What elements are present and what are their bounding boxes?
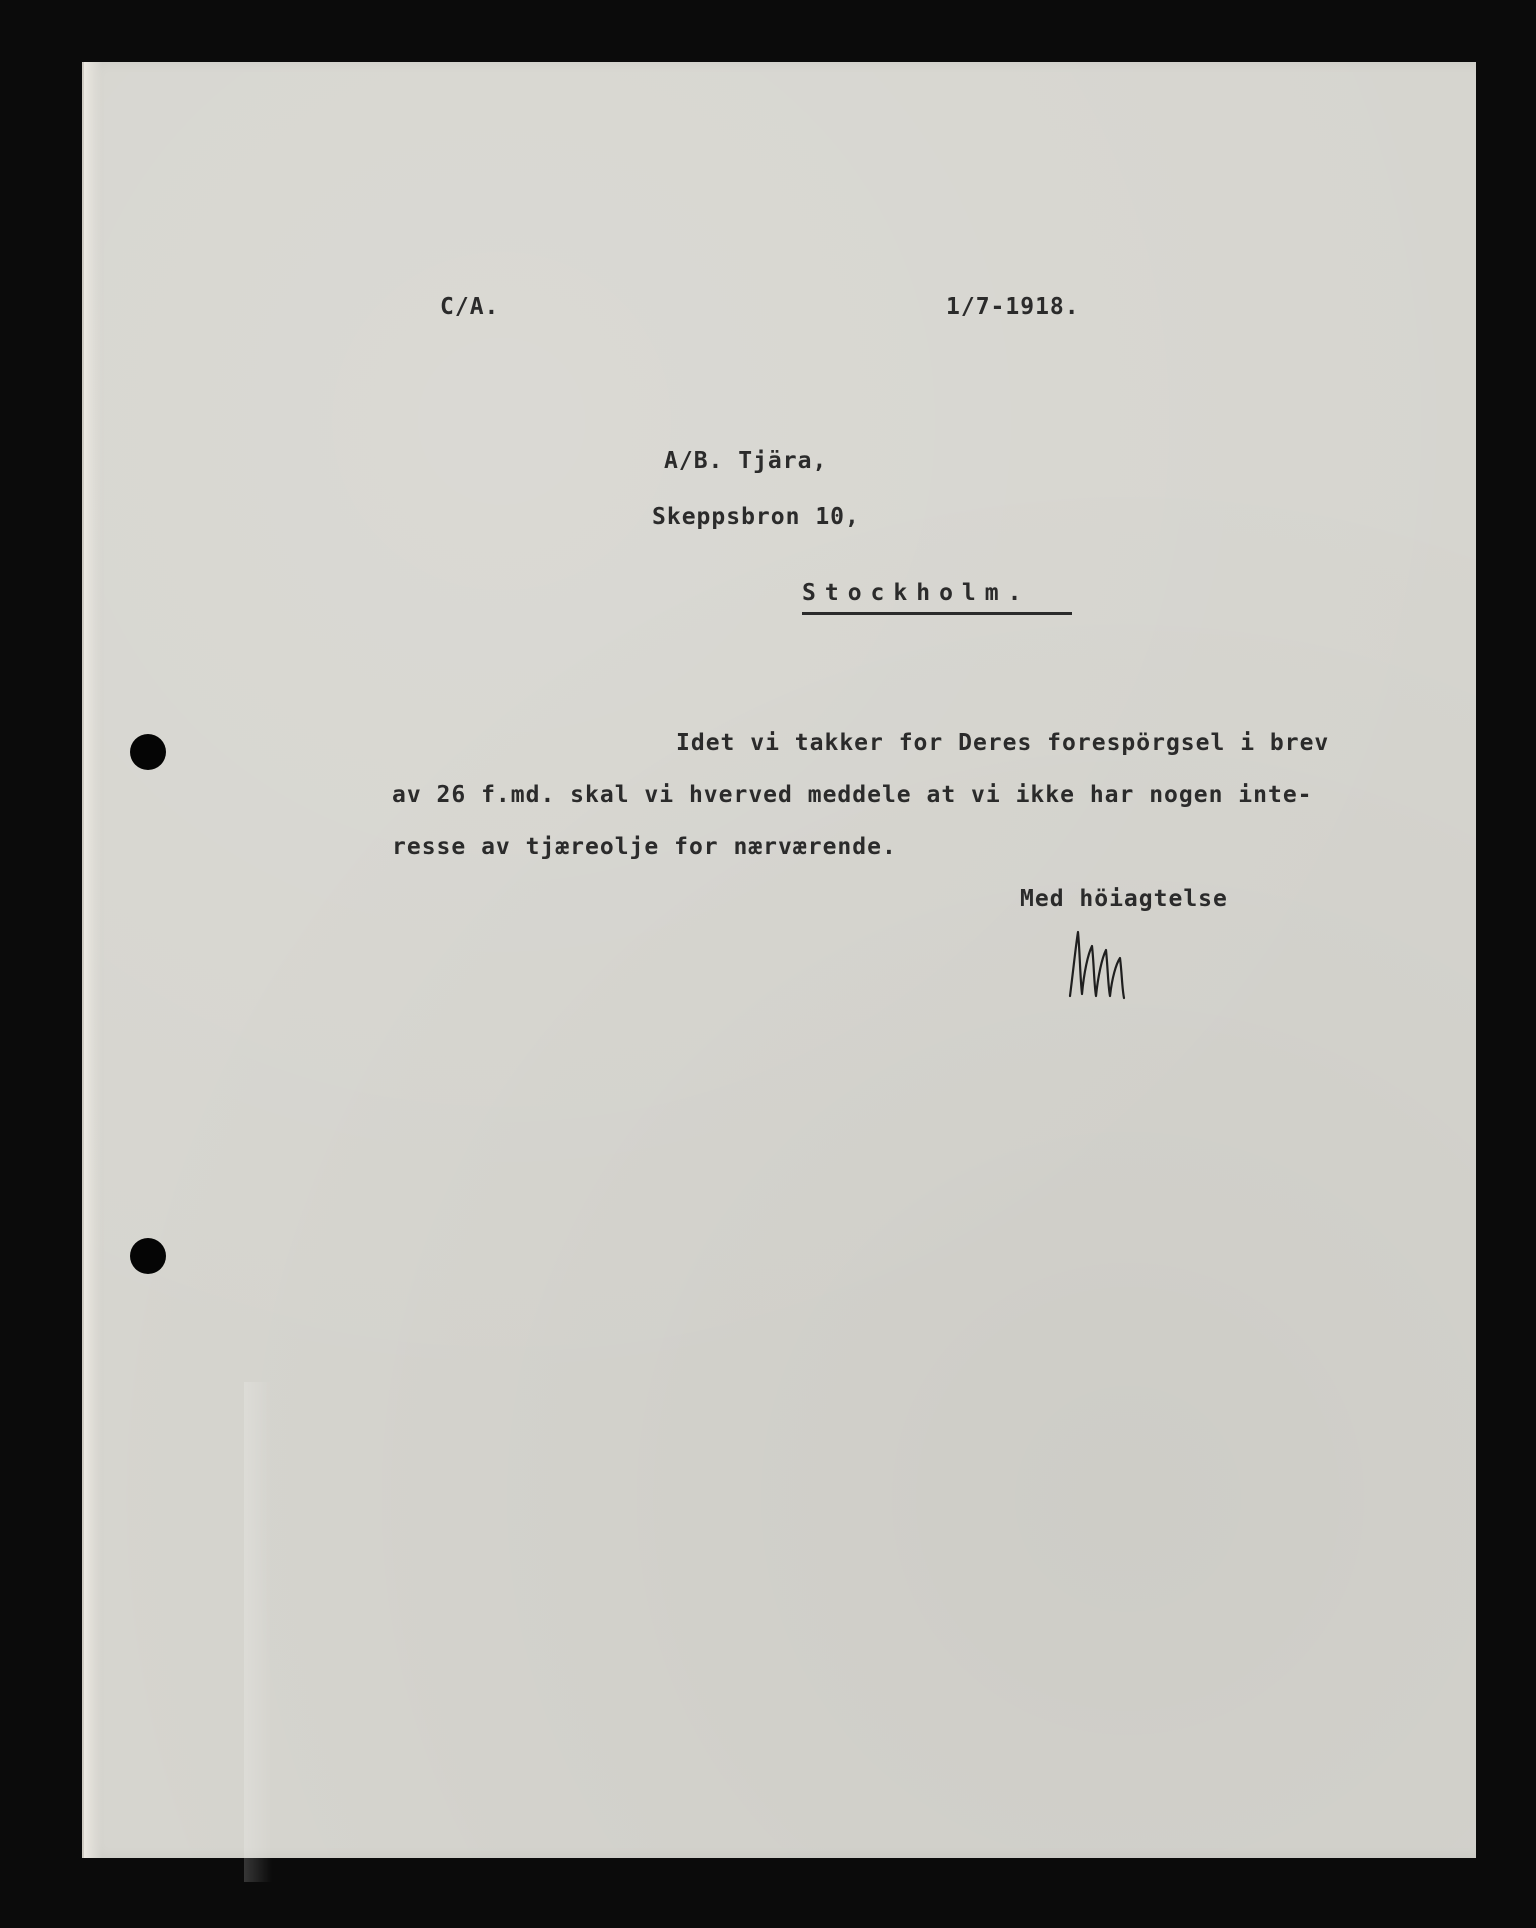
paper-crease <box>244 1382 272 1882</box>
handwritten-signature-icon <box>1064 924 1144 1004</box>
recipient-city: Stockholm. <box>802 580 1031 606</box>
body-line-1: Idet vi takker for Deres forespörgsel i brev <box>676 730 1330 756</box>
closing-salutation: Med höiagtelse <box>1020 886 1228 912</box>
punch-hole-bottom <box>130 1238 166 1274</box>
recipient-street: Skeppsbron 10, <box>652 504 860 530</box>
letter-date: 1/7-1918. <box>946 294 1080 320</box>
body-line-2: av 26 f.md. skal vi hverved meddele at vi ikke har nogen inte- <box>392 782 1313 808</box>
recipient-name: A/B. Tjära, <box>664 448 828 474</box>
paper-fold-edge <box>84 62 102 1858</box>
city-underline <box>802 612 1072 615</box>
body-line-3: resse av tjæreolje for nærværende. <box>392 834 897 860</box>
letter-page <box>82 62 1476 1858</box>
punch-hole-top <box>130 734 166 770</box>
reference-code: C/A. <box>440 294 500 320</box>
